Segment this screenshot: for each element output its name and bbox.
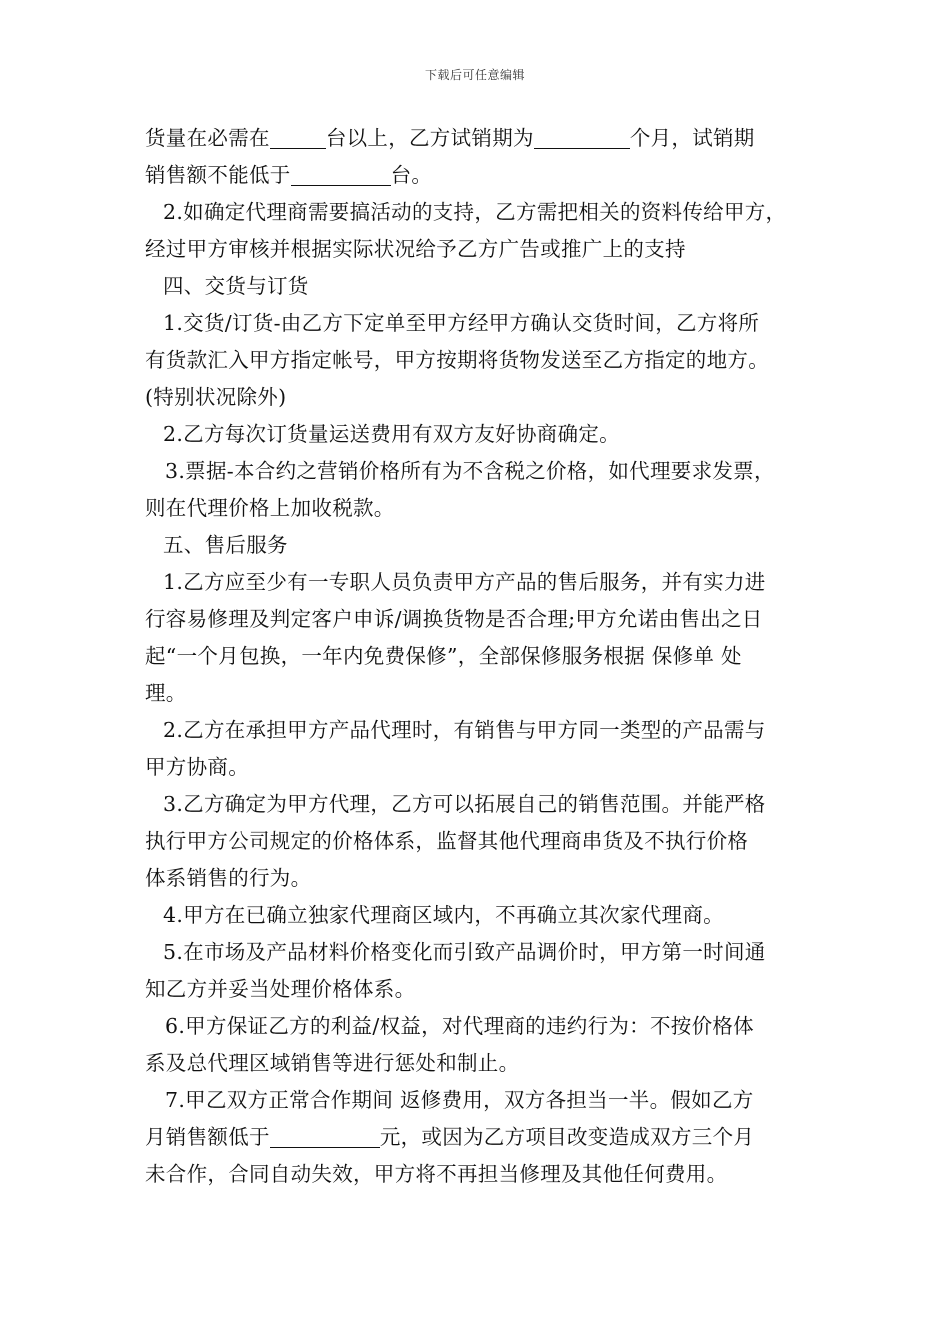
text-line (145, 157, 810, 194)
line-text: 销售额不能低于 (145, 163, 291, 187)
fill-in-blank (270, 1125, 380, 1148)
text-line (145, 1045, 810, 1082)
line-text: 系及总代理区域销售等进行惩处和制止。 (145, 1051, 520, 1075)
text-line (145, 601, 810, 638)
text-line (145, 342, 810, 379)
line-text: 6.甲方保证乙方的利益/权益，对代理商的违约行为：不按价格体 (165, 1014, 754, 1038)
text-line (145, 120, 810, 157)
text-line (145, 527, 810, 564)
line-text: 4.甲方在已确立独家代理商区域内，不再确立其次家代理商。 (163, 903, 724, 927)
line-text: 甲方协商。 (145, 755, 249, 779)
line-text: 体系销售的行为。 (145, 866, 312, 890)
line-text: 货量在必需在 (145, 126, 270, 150)
text-line (145, 453, 810, 490)
line-text: 台以上，乙方试销期为 (325, 126, 534, 150)
text-line (145, 712, 810, 749)
line-text: 3.乙方确定为甲方代理，乙方可以拓展自己的销售范围。并能严格 (163, 792, 766, 816)
line-text: 理。 (145, 681, 187, 705)
text-line (145, 897, 810, 934)
line-text: 2.乙方每次订货量运送费用有双方友好协商确定。 (163, 422, 620, 446)
fill-in-blank (270, 126, 326, 149)
text-line (145, 638, 810, 675)
text-line (145, 194, 810, 231)
line-text: 元，或因为乙方项目改变造成双方三个月 (379, 1125, 755, 1149)
line-text: 1.乙方应至少有一专职人员负责甲方产品的售后服务，并有实力进 (163, 570, 766, 594)
text-line (145, 490, 810, 527)
line-text: 台。 (390, 163, 433, 187)
page-header: 下载后可任意编辑 (424, 68, 525, 82)
text-line (145, 379, 810, 416)
line-text: 则在代理价格上加收税款。 (145, 496, 395, 520)
line-text: 个月，试销期 (629, 126, 755, 150)
line-text: 经过甲方审核并根据实际状况给予乙方广告或推广上的支持 (145, 237, 686, 261)
line-text: 知乙方并妥当处理价格体系。 (145, 977, 416, 1001)
text-line (145, 564, 810, 601)
line-text: 2.乙方在承担甲方产品代理时，有销售与甲方同一类型的产品需与 (163, 718, 766, 742)
text-line (145, 860, 810, 897)
text-line (145, 416, 810, 453)
line-text: 1.交货/订货-由乙方下定单至甲方经甲方确认交货时间，乙方将所 (163, 311, 760, 335)
text-line (145, 268, 810, 305)
text-line (145, 305, 810, 342)
text-line (145, 231, 810, 268)
line-text: 2.如确定代理商需要搞活动的支持，乙方需把相关的资料传给甲方， (163, 200, 787, 224)
text-line (145, 823, 810, 860)
line-text: 行容易修理及判定客户申诉/调换货物是否合理;甲方允诺由售出之日 (145, 607, 763, 631)
text-line (145, 971, 810, 1008)
text-line (145, 675, 810, 712)
line-text: 3.票据-本合约之营销价格所有为不含税之价格，如代理要求发票， (165, 459, 775, 483)
line-text: 四、交货与订货 (163, 274, 309, 298)
line-text: 月销售额低于 (145, 1125, 270, 1149)
text-line (145, 934, 810, 971)
fill-in-blank (534, 126, 630, 149)
line-text: 5.在市场及产品材料价格变化而引致产品调价时，甲方第一时间通 (163, 940, 766, 964)
text-line (145, 1156, 810, 1193)
text-line (145, 749, 810, 786)
text-line (145, 1008, 810, 1045)
text-line (145, 1082, 810, 1119)
line-text: 未合作，合同自动失效，甲方将不再担当修理及其他任何费用。 (145, 1162, 728, 1186)
text-line (145, 786, 810, 823)
line-text: 起“一个月包换，一年内免费保修”，全部保修服务根据 保修单 处 (145, 644, 742, 668)
line-text: (特别状况除外) (145, 385, 287, 409)
fill-in-blank (291, 163, 391, 186)
line-text: 7.甲乙双方正常合作期间 返修费用，双方各担当一半。假如乙方 (165, 1088, 754, 1112)
line-text: 五、售后服务 (163, 533, 288, 557)
document-body (145, 120, 810, 1193)
line-text: 执行甲方公司规定的价格体系，监督其他代理商串货及不执行价格 (145, 829, 749, 853)
line-text: 有货款汇入甲方指定帐号，甲方按期将货物发送至乙方指定的地方。 (145, 348, 769, 372)
text-line (145, 1119, 810, 1156)
